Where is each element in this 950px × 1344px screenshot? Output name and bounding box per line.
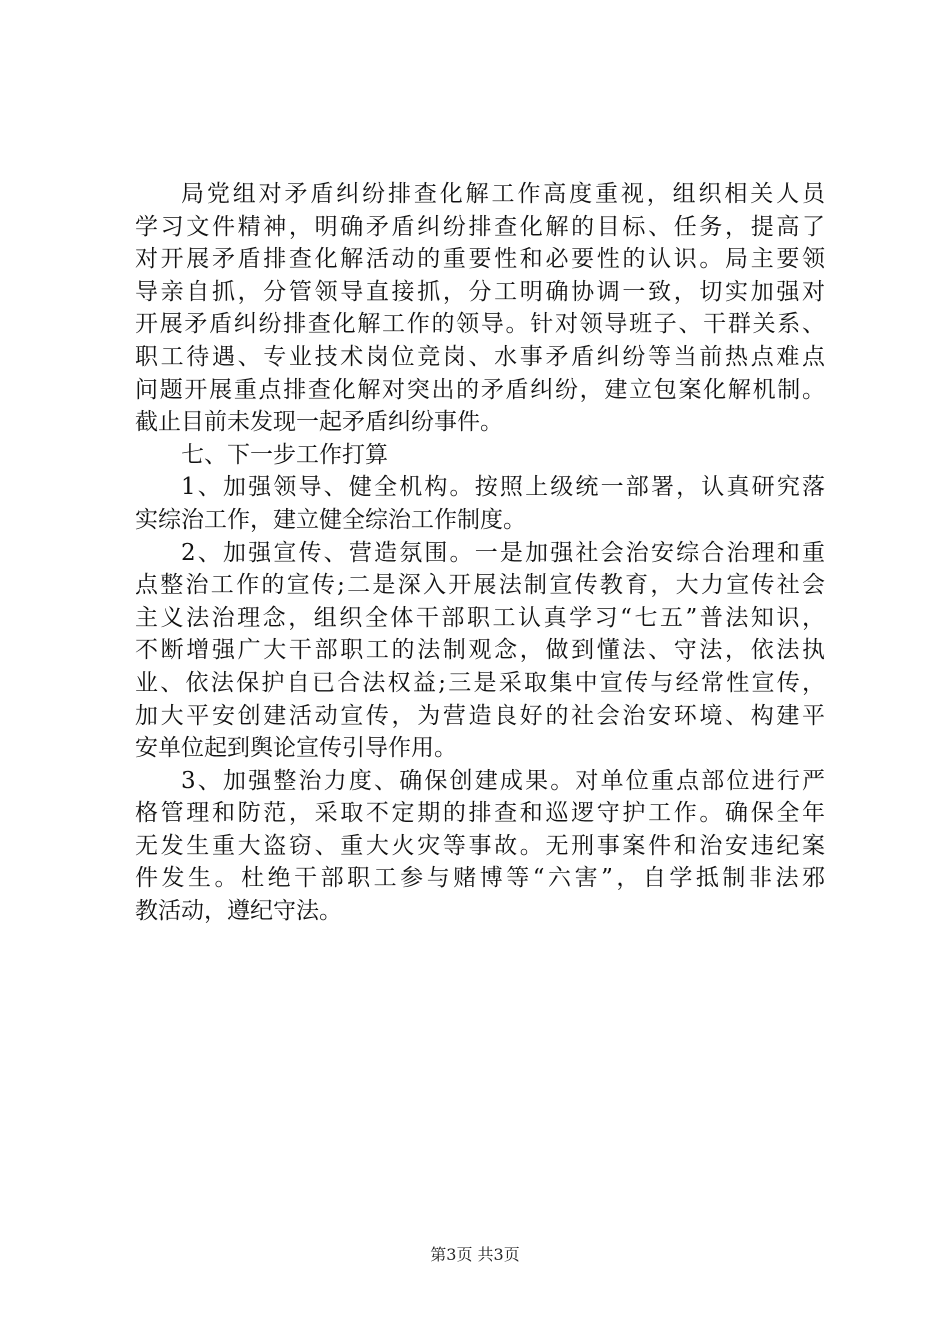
text-line: 业、依法保护自已合法权益;三是采取集中宣传与经常性宣传， <box>135 669 825 696</box>
text-line: 1、加强领导、健全机构。按照上级统一部署，认真研究落 <box>181 474 825 501</box>
text-line: 开展矛盾纠纷排查化解工作的领导。针对领导班子、干群关系、 <box>135 311 825 338</box>
text-line: 2、加强宣传、营造氛围。一是加强社会治安综合治理和重 <box>181 539 825 566</box>
text-line: 教活动，遵纪守法。 <box>135 898 342 925</box>
text-line: 加大平安创建活动宣传，为营造良好的社会治安环境、构建平 <box>135 702 825 729</box>
text-line: 格管理和防范，采取不定期的排查和巡逻守护工作。确保全年 <box>135 800 825 827</box>
text-line: 安单位起到舆论宣传引导作用。 <box>135 735 457 762</box>
text-line: 对开展矛盾排查化解活动的重要性和必要性的认识。局主要领 <box>135 246 825 273</box>
text-line: 学习文件精神，明确矛盾纠纷排查化解的目标、任务，提高了 <box>135 213 825 240</box>
text-line: 3、加强整治力度、确保创建成果。对单位重点部位进行严 <box>181 767 825 794</box>
text-line: 不断增强广大干部职工的法制观念，做到懂法、守法，依法执 <box>135 637 825 664</box>
text-line: 截止目前未发现一起矛盾纠纷事件。 <box>135 409 503 436</box>
text-line: 职工待遇、专业技术岗位竞岗、水事矛盾纠纷等当前热点难点 <box>135 343 825 370</box>
text-line: 七、下一步工作打算 <box>181 441 388 468</box>
text-line: 局党组对矛盾纠纷排查化解工作高度重视，组织相关人员 <box>181 181 825 207</box>
text-line: 问题开展重点排查化解对突出的矛盾纠纷，建立包案化解机制。 <box>135 376 825 403</box>
text-line: 件发生。杜绝干部职工参与赌博等“六害”，自学抵制非法邪 <box>135 865 825 892</box>
text-line: 无发生重大盗窃、重大火灾等事故。无刑事案件和治安违纪案 <box>135 832 825 859</box>
text-line: 主义法治理念，组织全体干部职工认真学习“七五”普法知识， <box>135 604 825 631</box>
text-line: 实综治工作，建立健全综治工作制度。 <box>135 506 526 533</box>
text-line: 导亲自抓，分管领导直接抓，分工明确协调一致，切实加强对 <box>135 278 825 305</box>
text-line: 点整治工作的宣传;二是深入开展法制宣传教育，大力宣传社会 <box>135 572 825 599</box>
page-footer: 第3页 共3页 <box>430 1245 520 1264</box>
document-body <box>135 178 825 928</box>
